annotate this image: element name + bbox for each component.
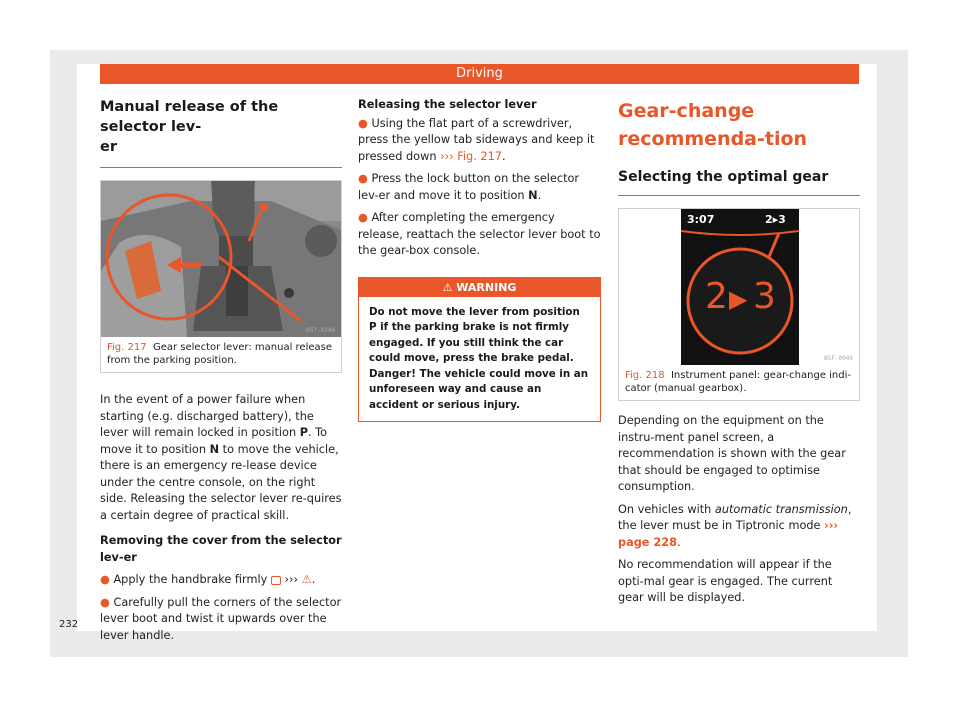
gear-arrow-icon: ▶: [729, 285, 748, 313]
warning-box: [358, 277, 601, 423]
heading-rule: [100, 167, 342, 168]
warning-icon: ⚠: [301, 573, 312, 586]
bullet-item: ● Apply the handbrake firmly ››› ⚠.: [100, 573, 316, 586]
image-code: B5F-0949: [824, 355, 853, 362]
section-subheading: Selecting the optimal gear: [618, 169, 829, 185]
clock-readout: 3:07: [687, 213, 715, 226]
column-middle: [358, 97, 601, 422]
gear-from: 2: [705, 276, 728, 317]
heading-rule: [618, 195, 860, 196]
figure-218: [618, 208, 860, 401]
paragraph: In the event of a power failure when starting (e.g. discharged battery), the lever will remain locked in position P. To move it to position N to move the vehicle, there is an emergency re-lease device under the centre console, on the right side. Releasing the selector lever re-quires a certain degree of practical skill.: [100, 393, 342, 522]
figure-217: [100, 180, 342, 373]
column-left: [100, 97, 342, 644]
paragraph: Depending on the equipment on the instru-ment panel screen, a recommendation is shown with the gear that should be engaged to optimise consumption.: [618, 414, 846, 493]
paragraph: No recommendation will appear if the opti-mal gear is engaged. The current gear will be displayed.: [618, 558, 833, 604]
handbrake-icon: [271, 576, 281, 585]
gear-indicator-small: 2▸3: [765, 213, 786, 226]
column-right: [618, 97, 860, 607]
gear-selector-illustration: [101, 181, 341, 337]
chapter-heading: Gear-change recommenda-tion: [618, 100, 808, 150]
figure-caption-text: Instrument panel: gear-change indi-cator (manual gearbox).: [625, 370, 851, 394]
image-code: B57-0249: [306, 327, 335, 334]
warning-text: Do not move the lever from position P if the parking brake is not firmly engaged. If you still think the car could move, press the brake pedal. Danger! The vehicle could move in an unforeseen way and cause an accident or serious injury.: [369, 305, 589, 411]
section-heading: Manual release of the selector lev- er: [100, 99, 279, 155]
instrument-panel-illustration: [619, 209, 859, 365]
figure-caption-text: Gear selector lever: manual release from the parking position.: [107, 342, 332, 366]
warning-icon: ⚠: [442, 280, 453, 294]
page-number: 232: [59, 619, 79, 630]
gear-selector-drawing: [101, 181, 341, 337]
bullet-item: ● After completing the emergency release, reattach the selector lever boot to the gear-box console.: [358, 211, 601, 257]
bullet-item: ● Using the flat part of a screwdriver, press the yellow tab sideways and keep it pressed down ››› Fig. 217.: [358, 116, 595, 163]
bullet-item: ● Carefully pull the corners of the selector lever boot and twist it upwards over the lever handle.: [100, 595, 342, 642]
figure-caption: [619, 365, 859, 400]
gear-to: 3: [753, 276, 776, 317]
figure-number: Fig. 218: [625, 370, 665, 381]
subheading: Removing the cover from the selector lev-er: [100, 534, 342, 564]
figure-number: Fig. 217: [107, 342, 147, 353]
warning-header: ⚠ WARNING: [359, 278, 600, 297]
section-header: Driving: [100, 64, 859, 84]
paragraph: On vehicles with automatic transmission, the lever must be in Tiptronic mode ››› page 228.: [618, 502, 852, 549]
subheading: Releasing the selector lever: [358, 98, 537, 111]
bullet-item: ● Press the lock button on the selector lev-er and move it to position N.: [358, 172, 580, 202]
figure-caption: [101, 337, 341, 372]
